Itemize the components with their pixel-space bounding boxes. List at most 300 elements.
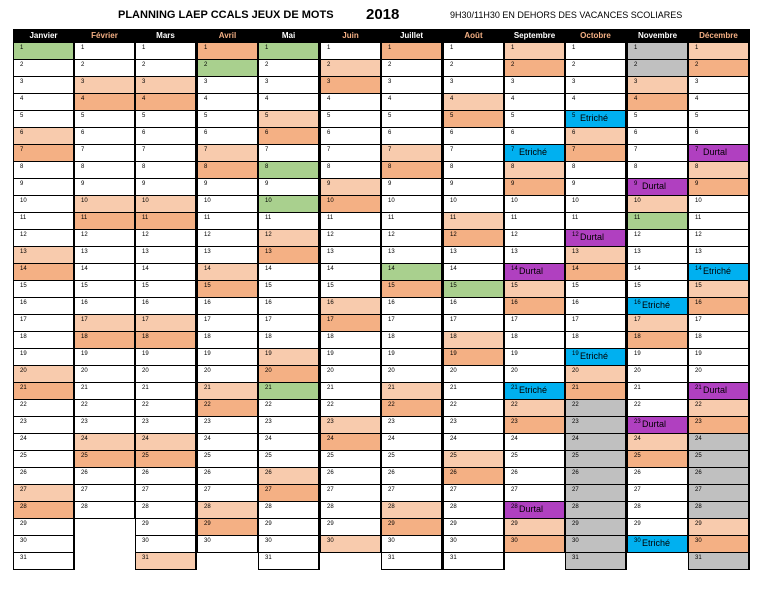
day-cell xyxy=(381,128,442,145)
day-cell xyxy=(320,434,381,451)
day-number: 19 xyxy=(634,351,641,357)
day-cell xyxy=(135,111,196,128)
day-number: 9 xyxy=(20,181,24,187)
day-cell xyxy=(13,383,74,400)
day-number: 11 xyxy=(204,215,211,221)
day-number: 17 xyxy=(265,317,272,323)
day-number: 16 xyxy=(511,300,518,306)
day-cell xyxy=(320,383,381,400)
day-cell xyxy=(443,77,504,94)
day-number: 27 xyxy=(511,487,518,493)
day-number: 22 xyxy=(572,402,579,408)
day-cell xyxy=(13,179,74,196)
planning-header xyxy=(0,0,760,28)
day-cell xyxy=(565,332,626,349)
day-cell xyxy=(504,485,565,502)
day-number: 27 xyxy=(388,487,395,493)
day-number: 15 xyxy=(265,283,272,289)
day-number: 16 xyxy=(695,300,702,306)
day-number: 19 xyxy=(511,351,518,357)
day-cell xyxy=(74,485,135,502)
day-number: 17 xyxy=(634,317,641,323)
day-number: 31 xyxy=(142,555,149,561)
day-number: 23 xyxy=(204,419,211,425)
day-number: 16 xyxy=(388,300,395,306)
day-cell xyxy=(258,247,319,264)
month-header: Février xyxy=(74,29,135,43)
day-cell xyxy=(443,332,504,349)
day-number: 3 xyxy=(450,79,454,85)
day-number: 29 xyxy=(511,521,518,527)
day-cell xyxy=(565,213,626,230)
day-number: 11 xyxy=(142,215,149,221)
day-number: 16 xyxy=(81,300,88,306)
month-column xyxy=(565,29,627,570)
day-number: 2 xyxy=(695,62,699,68)
month-column xyxy=(627,29,689,553)
day-cell xyxy=(443,468,504,485)
day-cell xyxy=(627,145,688,162)
day-number: 16 xyxy=(265,300,272,306)
day-cell xyxy=(504,468,565,485)
day-cell xyxy=(320,485,381,502)
day-number: 21 xyxy=(572,385,579,391)
day-cell xyxy=(13,315,74,332)
day-number: 5 xyxy=(572,113,576,119)
day-number: 11 xyxy=(511,215,518,221)
day-number: 17 xyxy=(327,317,334,323)
day-number: 25 xyxy=(450,453,457,459)
day-number: 14 xyxy=(388,266,395,272)
day-number: 8 xyxy=(265,164,269,170)
day-cell xyxy=(135,451,196,468)
day-cell xyxy=(565,434,626,451)
day-cell xyxy=(320,315,381,332)
day-cell xyxy=(565,553,626,570)
day-cell xyxy=(443,502,504,519)
day-number: 25 xyxy=(388,453,395,459)
day-cell xyxy=(504,502,565,519)
day-number: 19 xyxy=(450,351,457,357)
day-cell xyxy=(504,366,565,383)
day-cell xyxy=(565,77,626,94)
day-number: 8 xyxy=(20,164,24,170)
day-number: 21 xyxy=(450,385,457,391)
day-cell xyxy=(74,213,135,230)
day-cell xyxy=(258,485,319,502)
day-number: 21 xyxy=(634,385,641,391)
day-number: 20 xyxy=(450,368,457,374)
day-cell xyxy=(258,77,319,94)
day-cell xyxy=(74,94,135,111)
day-number: 13 xyxy=(634,249,641,255)
day-number: 12 xyxy=(388,232,395,238)
day-number: 20 xyxy=(327,368,334,374)
day-cell xyxy=(13,451,74,468)
day-cell xyxy=(135,502,196,519)
day-cell xyxy=(258,383,319,400)
day-cell xyxy=(74,77,135,94)
day-number: 28 xyxy=(204,504,211,510)
day-number: 20 xyxy=(265,368,272,374)
day-cell xyxy=(504,128,565,145)
day-number: 20 xyxy=(511,368,518,374)
day-number: 24 xyxy=(511,436,518,442)
day-number: 11 xyxy=(695,215,702,221)
day-cell xyxy=(504,298,565,315)
day-number: 19 xyxy=(81,351,88,357)
day-cell xyxy=(197,315,258,332)
day-cell xyxy=(627,162,688,179)
day-cell xyxy=(13,536,74,553)
day-number: 28 xyxy=(511,504,518,510)
day-cell xyxy=(197,383,258,400)
day-cell xyxy=(504,77,565,94)
planning-year: 2018 xyxy=(366,6,400,23)
day-number: 22 xyxy=(511,402,518,408)
day-cell xyxy=(627,332,688,349)
day-number: 29 xyxy=(634,521,641,527)
day-number: 23 xyxy=(81,419,88,425)
day-number: 5 xyxy=(695,113,699,119)
day-cell xyxy=(197,264,258,281)
day-cell xyxy=(135,349,196,366)
day-cell xyxy=(688,485,749,502)
day-number: 29 xyxy=(142,521,149,527)
day-cell xyxy=(565,400,626,417)
day-number: 28 xyxy=(81,504,88,510)
event-label: Etriché xyxy=(703,266,732,276)
day-number: 27 xyxy=(695,487,702,493)
day-number: 5 xyxy=(450,113,454,119)
day-cell xyxy=(504,315,565,332)
day-number: 13 xyxy=(511,249,518,255)
day-number: 15 xyxy=(450,283,457,289)
day-cell xyxy=(565,281,626,298)
day-cell xyxy=(74,417,135,434)
event-label: Durtal xyxy=(703,385,728,395)
day-cell xyxy=(627,94,688,111)
month-header: Novembre xyxy=(627,29,688,43)
day-cell xyxy=(381,179,442,196)
day-number: 23 xyxy=(327,419,334,425)
day-cell xyxy=(504,179,565,196)
day-cell xyxy=(13,366,74,383)
day-number: 4 xyxy=(142,96,146,102)
day-cell xyxy=(320,179,381,196)
day-number: 23 xyxy=(511,419,518,425)
day-number: 11 xyxy=(388,215,395,221)
day-number: 21 xyxy=(81,385,88,391)
day-cell xyxy=(13,43,74,60)
day-number: 8 xyxy=(634,164,638,170)
day-number: 12 xyxy=(634,232,641,238)
day-cell xyxy=(197,485,258,502)
day-cell xyxy=(443,43,504,60)
day-cell xyxy=(320,519,381,536)
day-cell xyxy=(135,383,196,400)
day-number: 2 xyxy=(81,62,85,68)
day-number: 6 xyxy=(20,130,24,136)
day-cell xyxy=(320,43,381,60)
day-cell xyxy=(627,315,688,332)
day-cell xyxy=(688,128,749,145)
day-number: 19 xyxy=(204,351,211,357)
day-cell xyxy=(565,485,626,502)
day-number: 29 xyxy=(20,521,27,527)
day-number: 12 xyxy=(450,232,457,238)
day-cell xyxy=(74,264,135,281)
day-number: 14 xyxy=(634,266,641,272)
day-cell xyxy=(565,128,626,145)
day-cell xyxy=(74,162,135,179)
day-cell xyxy=(135,366,196,383)
day-cell xyxy=(565,519,626,536)
day-number: 5 xyxy=(634,113,638,119)
day-number: 5 xyxy=(20,113,24,119)
day-number: 18 xyxy=(511,334,518,340)
day-cell xyxy=(688,60,749,77)
day-number: 16 xyxy=(204,300,211,306)
day-number: 25 xyxy=(204,453,211,459)
day-cell xyxy=(443,111,504,128)
day-number: 17 xyxy=(81,317,88,323)
day-number: 1 xyxy=(327,45,331,51)
day-number: 26 xyxy=(265,470,272,476)
day-number: 2 xyxy=(20,62,24,68)
day-number: 8 xyxy=(327,164,331,170)
event-label: Durtal xyxy=(703,147,728,157)
day-cell xyxy=(627,451,688,468)
day-number: 7 xyxy=(450,147,454,153)
day-cell xyxy=(13,162,74,179)
day-number: 10 xyxy=(450,198,457,204)
day-cell xyxy=(381,43,442,60)
day-cell xyxy=(381,519,442,536)
day-cell xyxy=(13,553,74,570)
day-number: 10 xyxy=(81,198,88,204)
day-cell xyxy=(197,196,258,213)
day-number: 20 xyxy=(572,368,579,374)
day-number: 14 xyxy=(511,266,518,272)
day-cell xyxy=(135,332,196,349)
day-cell xyxy=(74,349,135,366)
day-number: 18 xyxy=(572,334,579,340)
day-number: 16 xyxy=(20,300,27,306)
day-number: 7 xyxy=(20,147,24,153)
day-cell xyxy=(504,519,565,536)
day-number: 22 xyxy=(204,402,211,408)
day-cell xyxy=(258,230,319,247)
day-number: 13 xyxy=(388,249,395,255)
day-number: 18 xyxy=(142,334,149,340)
day-cell xyxy=(627,264,688,281)
day-number: 7 xyxy=(695,147,699,153)
day-cell xyxy=(504,451,565,468)
day-number: 26 xyxy=(634,470,641,476)
day-cell xyxy=(135,213,196,230)
day-number: 9 xyxy=(142,181,146,187)
day-cell xyxy=(13,281,74,298)
day-cell xyxy=(443,145,504,162)
day-cell xyxy=(627,298,688,315)
day-cell xyxy=(627,196,688,213)
day-number: 9 xyxy=(634,181,638,187)
day-cell xyxy=(565,111,626,128)
day-number: 3 xyxy=(81,79,85,85)
day-number: 7 xyxy=(265,147,269,153)
day-cell xyxy=(504,230,565,247)
day-cell xyxy=(320,536,381,553)
day-number: 20 xyxy=(20,368,27,374)
day-number: 1 xyxy=(20,45,24,51)
day-number: 27 xyxy=(450,487,457,493)
month-header: Juillet xyxy=(381,29,442,43)
day-number: 2 xyxy=(204,62,208,68)
day-number: 12 xyxy=(327,232,334,238)
day-cell xyxy=(197,281,258,298)
day-cell xyxy=(320,213,381,230)
day-number: 3 xyxy=(204,79,208,85)
day-cell xyxy=(627,417,688,434)
day-cell xyxy=(504,332,565,349)
day-number: 24 xyxy=(327,436,334,442)
day-number: 1 xyxy=(695,45,699,51)
event-label: Etriché xyxy=(642,300,671,310)
day-number: 27 xyxy=(265,487,272,493)
day-number: 30 xyxy=(572,538,579,544)
day-number: 24 xyxy=(204,436,211,442)
day-number: 15 xyxy=(20,283,27,289)
month-header: Avril xyxy=(197,29,258,43)
day-cell xyxy=(565,60,626,77)
day-cell xyxy=(381,145,442,162)
day-cell xyxy=(74,383,135,400)
day-number: 5 xyxy=(265,113,269,119)
day-cell xyxy=(443,519,504,536)
day-cell xyxy=(627,281,688,298)
day-cell xyxy=(258,349,319,366)
day-cell xyxy=(688,162,749,179)
day-cell xyxy=(565,502,626,519)
day-number: 4 xyxy=(572,96,576,102)
day-number: 31 xyxy=(572,555,579,561)
day-number: 5 xyxy=(388,113,392,119)
day-cell xyxy=(258,264,319,281)
day-number: 16 xyxy=(142,300,149,306)
day-cell xyxy=(13,519,74,536)
day-cell xyxy=(197,349,258,366)
day-cell xyxy=(197,434,258,451)
day-cell xyxy=(565,179,626,196)
day-number: 22 xyxy=(450,402,457,408)
day-cell xyxy=(688,196,749,213)
day-cell xyxy=(443,298,504,315)
day-cell xyxy=(197,145,258,162)
day-number: 20 xyxy=(142,368,149,374)
day-cell xyxy=(197,60,258,77)
day-cell xyxy=(504,196,565,213)
day-cell xyxy=(258,366,319,383)
day-number: 10 xyxy=(388,198,395,204)
month-column xyxy=(320,29,382,553)
day-cell xyxy=(504,536,565,553)
event-label: Durtal xyxy=(580,232,605,242)
day-cell xyxy=(13,298,74,315)
day-cell xyxy=(258,111,319,128)
day-number: 6 xyxy=(204,130,208,136)
day-cell xyxy=(381,94,442,111)
day-cell xyxy=(627,366,688,383)
day-cell xyxy=(565,383,626,400)
day-cell xyxy=(135,315,196,332)
day-number: 26 xyxy=(20,470,27,476)
day-cell xyxy=(381,111,442,128)
day-cell xyxy=(381,349,442,366)
day-number: 18 xyxy=(388,334,395,340)
day-cell xyxy=(688,145,749,162)
day-cell xyxy=(13,247,74,264)
day-number: 7 xyxy=(634,147,638,153)
day-number: 14 xyxy=(81,266,88,272)
day-number: 3 xyxy=(634,79,638,85)
day-cell xyxy=(74,128,135,145)
day-number: 19 xyxy=(388,351,395,357)
event-label: Durtal xyxy=(642,181,667,191)
day-number: 30 xyxy=(20,538,27,544)
day-cell xyxy=(13,332,74,349)
day-cell xyxy=(504,213,565,230)
day-cell xyxy=(135,247,196,264)
day-number: 22 xyxy=(695,402,702,408)
day-cell xyxy=(688,179,749,196)
day-cell xyxy=(627,349,688,366)
day-cell xyxy=(443,536,504,553)
day-cell xyxy=(13,230,74,247)
day-number: 17 xyxy=(142,317,149,323)
day-cell xyxy=(135,468,196,485)
day-number: 19 xyxy=(572,351,579,357)
day-cell xyxy=(627,485,688,502)
day-cell xyxy=(13,111,74,128)
day-cell xyxy=(688,417,749,434)
day-cell xyxy=(688,536,749,553)
day-cell xyxy=(627,519,688,536)
day-number: 14 xyxy=(695,266,702,272)
day-number: 14 xyxy=(142,266,149,272)
day-number: 28 xyxy=(20,504,27,510)
day-number: 4 xyxy=(20,96,24,102)
day-cell xyxy=(443,366,504,383)
day-number: 25 xyxy=(572,453,579,459)
day-cell xyxy=(443,451,504,468)
day-cell xyxy=(258,417,319,434)
day-cell xyxy=(504,281,565,298)
day-number: 16 xyxy=(572,300,579,306)
day-cell xyxy=(565,196,626,213)
day-number: 14 xyxy=(450,266,457,272)
day-cell xyxy=(320,230,381,247)
day-number: 10 xyxy=(695,198,702,204)
day-cell xyxy=(627,43,688,60)
day-number: 22 xyxy=(142,402,149,408)
month-header: Août xyxy=(443,29,504,43)
day-cell xyxy=(381,485,442,502)
day-number: 22 xyxy=(634,402,641,408)
day-cell xyxy=(627,60,688,77)
day-number: 30 xyxy=(511,538,518,544)
day-number: 10 xyxy=(265,198,272,204)
